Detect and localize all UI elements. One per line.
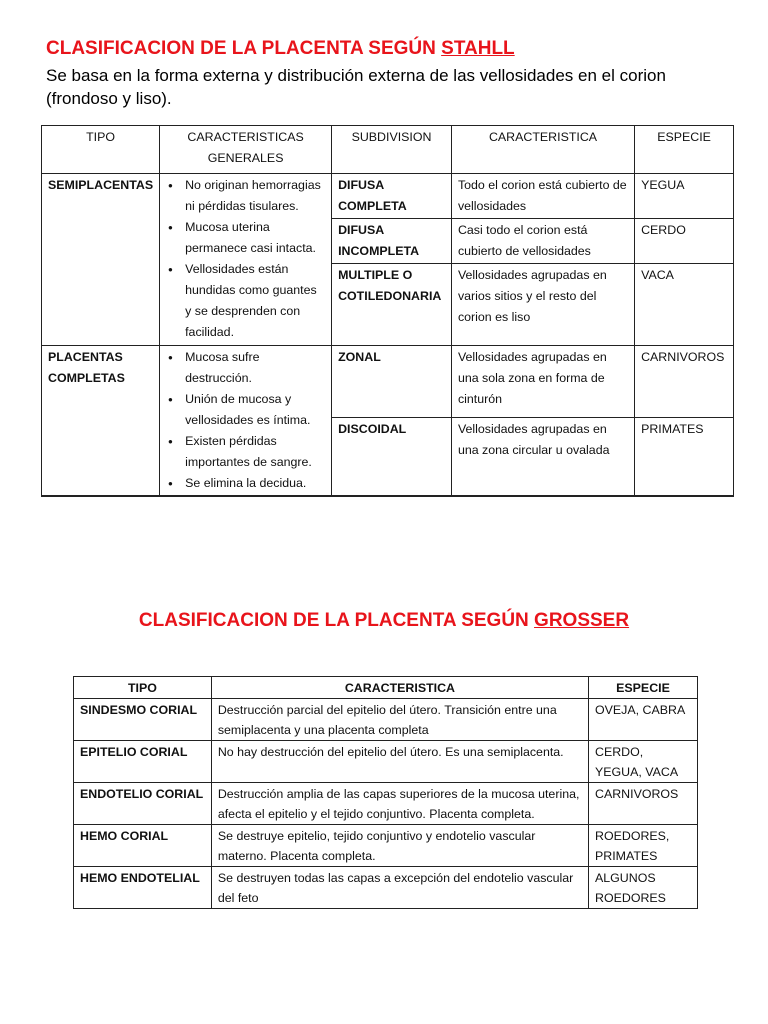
- table-row: [42, 346, 734, 418]
- bullet-list: [166, 175, 325, 343]
- especie-cell: PRIMATES: [635, 418, 734, 497]
- caracteristica-cell: Vellosidades agrupadas en varios sitios y el resto del corion es liso: [451, 264, 634, 346]
- especie-cell: CERDO: [635, 219, 734, 264]
- subdivision-cell: DIFUSA COMPLETA: [332, 174, 452, 219]
- header-tipo: TIPO: [42, 126, 160, 174]
- grosser-header-row: [74, 677, 698, 699]
- stahll-title-prefix: CLASIFICACION DE LA PLACENTA SEGÚN: [46, 38, 442, 59]
- bullet-item: • Unión de mucosa y vellosidades es íntima.: [166, 389, 325, 431]
- header-tipo: TIPO: [74, 677, 212, 699]
- caracteristica-cell: Vellosidades agrupadas en una zona circular u ovalada: [451, 418, 634, 497]
- tipo-cell: EPITELIO CORIAL: [74, 741, 212, 783]
- header-caracteristica: CARACTERISTICA: [211, 677, 588, 699]
- header-caracteristica: CARACTERISTICA: [451, 126, 634, 174]
- especie-cell: YEGUA: [635, 174, 734, 219]
- stahll-table: [41, 125, 734, 497]
- caracteristica-cell: Se destruyen todas las capas a excepción del endotelio vascular del feto: [211, 867, 588, 909]
- table-row: [42, 174, 734, 219]
- caracteristica-cell: Destrucción parcial del epitelio del útero. Transición entre una semiplacenta y una placenta completa: [211, 699, 588, 741]
- especie-cell: CARNIVOROS: [635, 346, 734, 418]
- tipo-completas: PLACENTAS COMPLETAS: [42, 346, 160, 497]
- especie-cell: ROEDORES, PRIMATES: [589, 825, 698, 867]
- semiplacentas-bullets: [160, 174, 332, 346]
- caracteristica-cell: No hay destrucción del epitelio del útero. Es una semiplacenta.: [211, 741, 588, 783]
- stahll-title: [46, 38, 515, 60]
- caracteristica-cell: Casi todo el corion está cubierto de vellosidades: [451, 219, 634, 264]
- table-row: [74, 783, 698, 825]
- subdivision-cell: ZONAL: [332, 346, 452, 418]
- header-especie: ESPECIE: [589, 677, 698, 699]
- grosser-table: [73, 676, 698, 909]
- header-caracteristicas-generales: CARACTERISTICAS GENERALES: [160, 126, 332, 174]
- bullet-item: • Vellosidades están hundidas como guantes y se desprenden con facilidad.: [166, 259, 325, 343]
- especie-cell: CARNIVOROS: [589, 783, 698, 825]
- especie-cell: CERDO, YEGUA, VACA: [589, 741, 698, 783]
- stahll-header-row: [42, 126, 734, 174]
- bullet-item: • Mucosa uterina permanece casi intacta.: [166, 217, 325, 259]
- tipo-cell: ENDOTELIO CORIAL: [74, 783, 212, 825]
- tipo-cell: SINDESMO CORIAL: [74, 699, 212, 741]
- caracteristica-cell: Todo el corion está cubierto de vellosidades: [451, 174, 634, 219]
- stahll-title-author: STAHLL: [441, 38, 515, 59]
- especie-cell: OVEJA, CABRA: [589, 699, 698, 741]
- subdivision-cell: MULTIPLE O COTILEDONARIA: [332, 264, 452, 346]
- table-row: [74, 741, 698, 783]
- header-subdivision: SUBDIVISION: [332, 126, 452, 174]
- subdivision-cell: DIFUSA INCOMPLETA: [332, 219, 452, 264]
- tipo-cell: HEMO CORIAL: [74, 825, 212, 867]
- caracteristica-cell: Vellosidades agrupadas en una sola zona en forma de cinturón: [451, 346, 634, 418]
- table-row: [74, 867, 698, 909]
- grosser-title: [0, 610, 768, 632]
- header-especie: ESPECIE: [635, 126, 734, 174]
- bullet-item: • Mucosa sufre destrucción.: [166, 347, 325, 389]
- grosser-title-prefix: CLASIFICACION DE LA PLACENTA SEGÚN: [138, 610, 535, 631]
- tipo-semiplacentas: SEMIPLACENTAS: [42, 174, 160, 346]
- bullet-item: • No originan hemorragias ni pérdidas tisulares.: [166, 175, 325, 217]
- especie-cell: VACA: [635, 264, 734, 346]
- stahll-intro: Se basa en la forma externa y distribución externa de las vellosidades en el corion (frondoso y liso).: [46, 66, 666, 108]
- completas-bullets: [160, 346, 332, 497]
- tipo-cell: HEMO ENDOTELIAL: [74, 867, 212, 909]
- especie-cell: ALGUNOS ROEDORES: [589, 867, 698, 909]
- table-row: [74, 825, 698, 867]
- grosser-title-author: GROSSER: [534, 610, 630, 631]
- bullet-item: • Existen pérdidas importantes de sangre.: [166, 431, 325, 473]
- caracteristica-cell: Se destruye epitelio, tejido conjuntivo y endotelio vascular materno. Placenta completa.: [211, 825, 588, 867]
- table-row: [74, 699, 698, 741]
- caracteristica-cell: Destrucción amplia de las capas superiores de la mucosa uterina, afecta el epitelio y el tejido conjuntivo. Placenta completa.: [211, 783, 588, 825]
- bullet-item: • Se elimina la decidua.: [166, 473, 325, 494]
- subdivision-cell: DISCOIDAL: [332, 418, 452, 497]
- bullet-list: [166, 347, 325, 494]
